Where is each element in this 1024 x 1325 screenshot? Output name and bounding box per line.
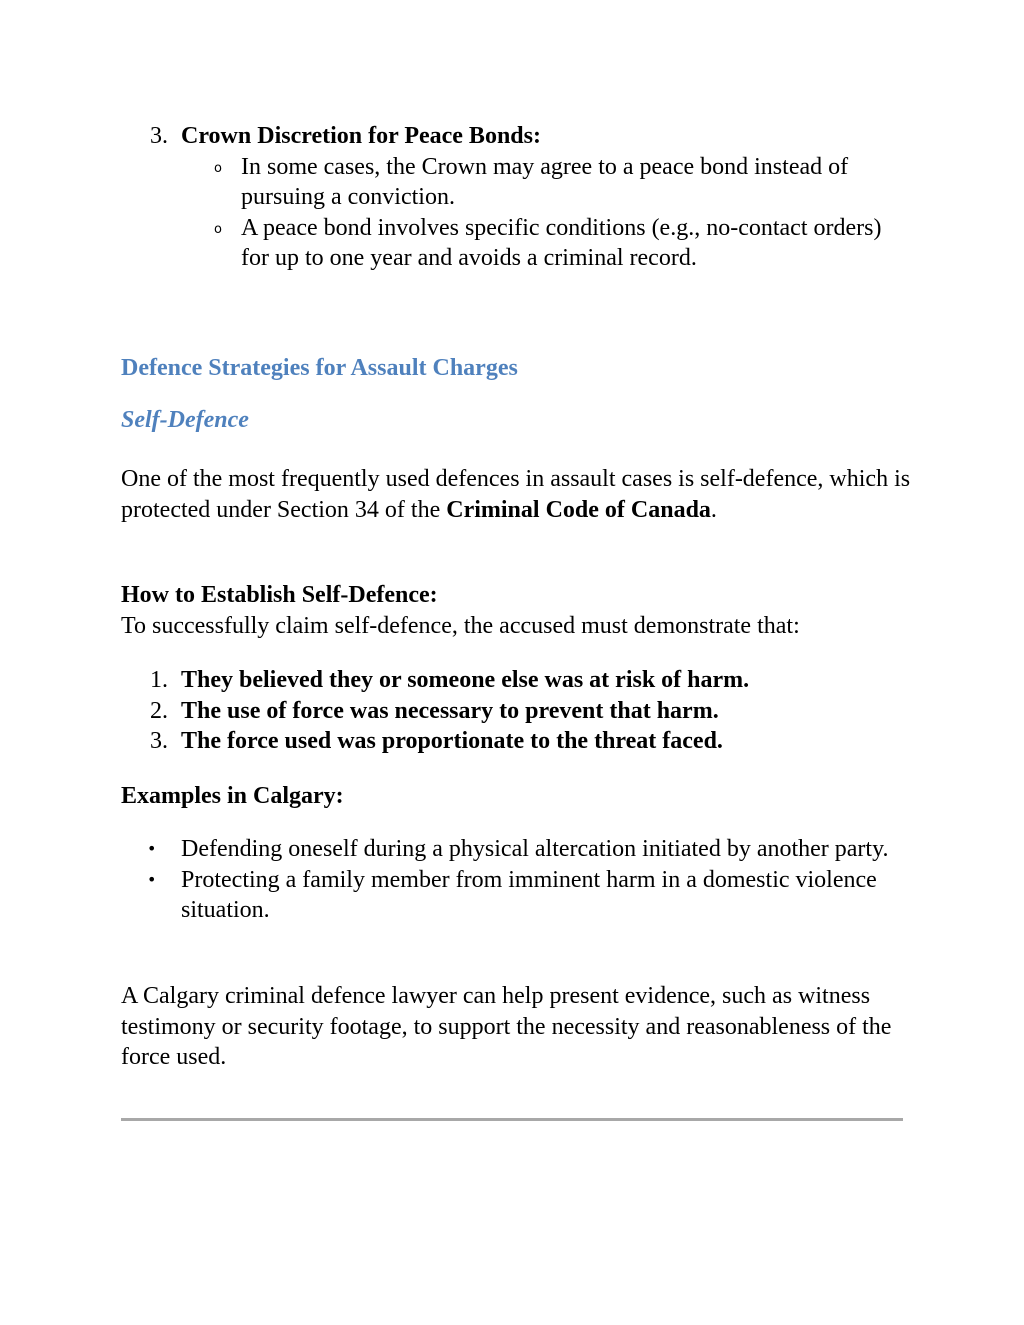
intro-text-end: . (710, 496, 717, 523)
numbered-item (121, 726, 911, 757)
section-heading: Defence Strategies for Assault Charges (121, 355, 518, 381)
list-item-text: Protecting a family member from imminent harm in a domestic violence situation. (181, 866, 877, 923)
peace-bonds-section (121, 121, 911, 274)
intro-text: One of the most frequently used defences in assault cases is self-defence, which is protected under Section 34 of the (121, 466, 911, 523)
peace-bonds-title: Crown Discretion for Peace Bonds: (181, 123, 541, 149)
bullet-icon: • (147, 869, 157, 889)
subheading-self-defence: Self-Defence (121, 407, 249, 433)
establish-list (121, 665, 911, 757)
intro-paragraph (121, 464, 911, 525)
list-number: 3. (150, 728, 168, 754)
sub-item-text: A peace bond involves specific conditions (e.g., no-contact orders) for up to one year and avoids a criminal record. (241, 214, 882, 271)
numbered-item (121, 696, 911, 727)
list-number: 1. (150, 667, 168, 693)
establish-lead: To successfully claim self-defence, the accused must demonstrate that: (121, 612, 800, 639)
list-item-text: The use of force was necessary to prevent that harm. (181, 697, 719, 724)
establish-section (121, 580, 911, 641)
examples-list (121, 834, 911, 926)
criminal-code-reference: Criminal Code of Canada (446, 496, 711, 523)
numbered-item (121, 121, 911, 152)
list-item (121, 865, 911, 926)
examples-heading: Examples in Calgary: (121, 783, 344, 809)
sub-list-item (121, 213, 911, 274)
horizontal-divider (121, 1118, 903, 1121)
list-item-text: The force used was proportionate to the threat faced. (181, 728, 723, 754)
list-number: 3. (150, 123, 168, 149)
numbered-item (121, 665, 911, 696)
list-number: 2. (150, 697, 168, 724)
sub-list-item (121, 152, 911, 213)
establish-heading: How to Establish Self-Defence: (121, 582, 438, 608)
circle-bullet-icon: o (214, 160, 222, 176)
list-item (121, 834, 911, 865)
list-item-text: They believed they or someone else was at risk of harm. (181, 667, 750, 693)
bullet-icon: • (147, 839, 157, 858)
closing-paragraph: A Calgary criminal defence lawyer can help present evidence, such as witness testimony or security footage, to support the necessity and reasonableness of the force used. (121, 983, 892, 1070)
list-item-text: Defending oneself during a physical altercation initiated by another party. (181, 836, 889, 862)
sub-item-text: In some cases, the Crown may agree to a peace bond instead of pursuing a conviction. (241, 153, 849, 210)
circle-bullet-icon: o (214, 221, 222, 237)
